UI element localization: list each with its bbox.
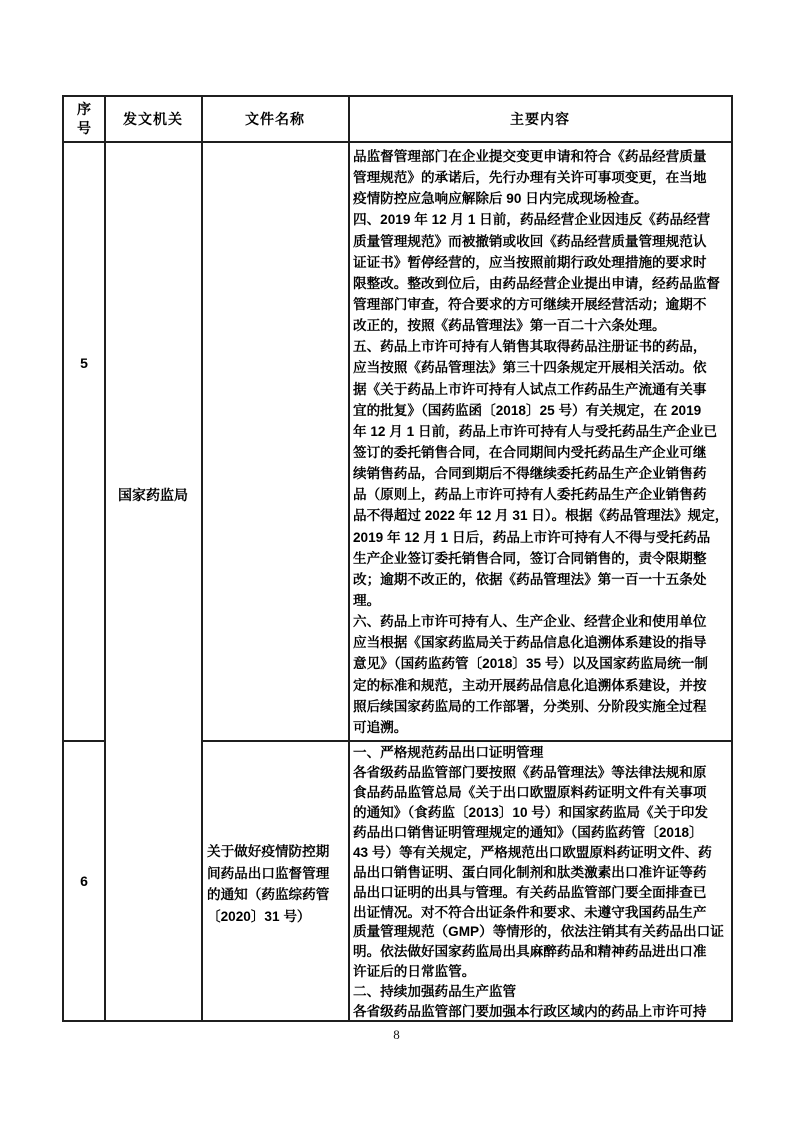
table-column-divider: [201, 97, 203, 1020]
header-cell-file: [202, 97, 348, 141]
row5-content: 品监督管理部门在企业提交变更申请和符合《药品经营质量 管理规范》的承诺后，先行办理有关许可事项变更，在当地 疫情防控应急响应解除后 90 日内完成现场检查。 四、2019 年 12 月 1 日前，药品经营企业因违反《药品经营 质量管理规范》而被撤销或收回《药品经营质量管理规范认 证证书》暂停经营的，应当按照前期行政处理措施的要求时 限整改。整改到位后，由药品经营企业提出申请，经药品监督 管理部门审查，符合要求的方可继续开展经营活动；逾期不 改正的，按照《药品管理法》第一百二十六条处理。 五、药品上市许可持有人销售其取得药品注册证书的药品， 应当按照《药品管理法》第三十四条规定开展相关活动。依 据《关于药品上市许可持有人试点工作药品生产流通有关事 宜的批复》（国药监函〔2018〕25 号）有关规定，在 2019 年 12 月 1 日前，药品上市许可持有人与受托药品生产企业已 签订的委托销售合同，在合同期间内受托药品生产企业可继 续销售药品，合同到期后不得继续委托药品生产企业销售药 品（原则上，药品上市许可持有人委托药品生产企业销售药 品不得超过 2022 年 12 月 31 日）。根据《药品管理法》规定， 2019 年 12 月 1 日后，药品上市许可持有人不得与受托药品 生产企业签订委托销售合同，签订合同销售的，责令限期整 改；逾期不改正的，依据《药品管理法》第一百一十五条处 理。 六、药品上市许可持有人、生产企业、经营企业和使用单位 应当根据《国家药监局关于药品信息化追溯体系建设的指导 意见》（国药监药管〔2018〕35 号）以及国家药监局统一制 定的标准和规范，主动开展药品信息化追溯体系建设，并按 照后续国家药监局的工作部署，分类别、分阶段实施全过程 可追溯。: [353, 149, 729, 735]
row6-content: 一、严格规范药品出口证明管理 各省级药品监管部门要按照《药品管理法》等法律法规和原 食品药品监管总局《关于出口欧盟原料药证明文件有关事项 的通知》（食药监〔2013〕10 号）和国家药监局《关于印发 药品出口销售证明管理规定的通知》（国药监药管〔2018〕 43 号）等有关规定，严格规范出口欧盟原料药证明文件、药 品出口销售证明、蛋白同化制剂和肽类激素出口准许证等药 品出口证明的出具与管理。有关药品监管部门要全面排查已 出证情况。对不符合出证条件和要求、未遵守我国药品生产 质量管理规范（GMP）等情形的，依法注销其有关药品出口证 明。依法做好国家药监局出具麻醉药品和精神药品进出口准 许证后的日常监管。 二、持续加强药品生产监管 各省级药品监管部门要加强本行政区域内的药品上市许可持: [353, 745, 724, 1020]
row5-agency: 国家药监局: [118, 487, 188, 503]
page-number: 8: [393, 1027, 400, 1042]
header-label-seq: 序号: [77, 101, 91, 136]
header-cell-content: [349, 97, 731, 141]
table-row-divider: [201, 740, 731, 742]
header-label-content: 主要内容: [510, 111, 570, 127]
row6-seq: 6: [80, 873, 88, 889]
table-column-divider: [104, 97, 106, 1020]
header-label-file: 文件名称: [245, 111, 305, 127]
row5-seq: 5: [80, 355, 88, 371]
header-label-agency: 发文机关: [123, 111, 183, 127]
row6-file-title: 关于做好疫情防控期 间药品出口监督管理 的通知（药监综药管 〔2020〕31 号）: [207, 844, 330, 924]
table-row-divider: [64, 740, 105, 742]
table-column-divider: [348, 97, 350, 1020]
regulations-table: [62, 95, 733, 1022]
header-cell-seq: [64, 97, 104, 141]
header-cell-agency: [105, 97, 201, 141]
table-header-divider: [64, 141, 731, 143]
